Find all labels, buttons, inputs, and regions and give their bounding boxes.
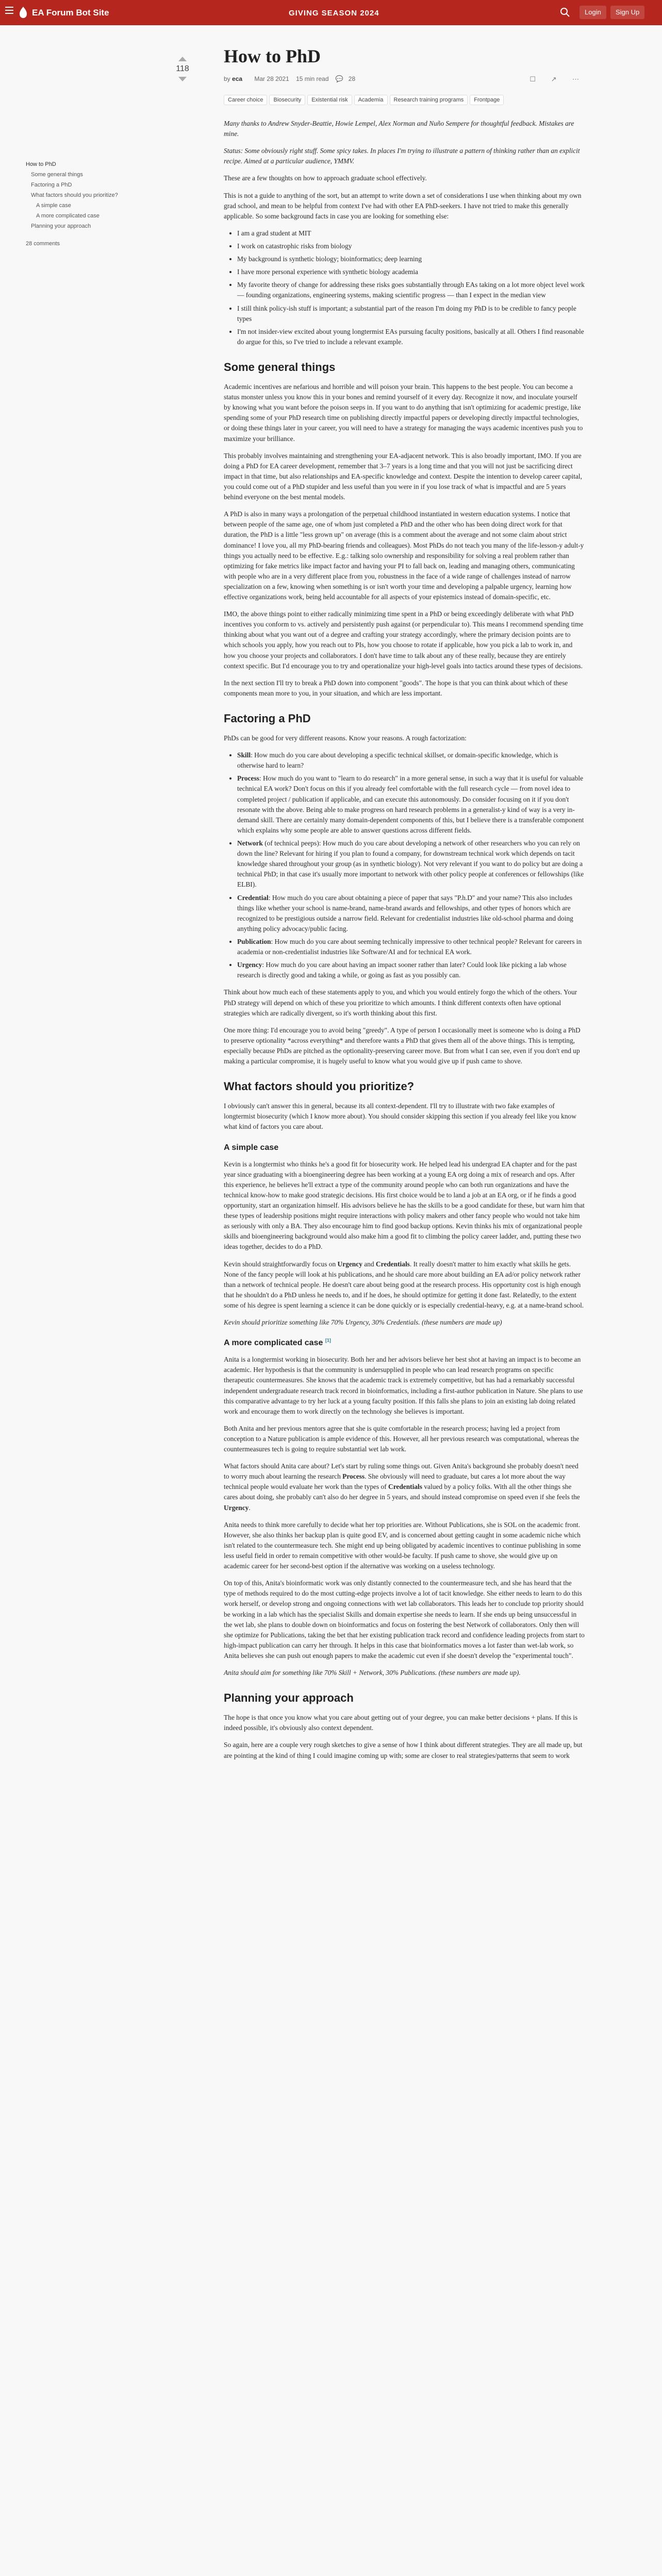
paragraph: Kevin is a longtermist who thinks he's a good fit for biosecurity work. He helped lead his undergrad EA chapter and for the past year since graduating with a bioengineering degree has been working at a young EA org doing a mix of research and ops. After this experience, he believes he'll extract a type of the community around people who can both run organizations and have the technical know-how to make good strategic decisions. His first choice would be to land a job at an EA org, or if he finds a good opportunity, start an organization himself. His advisors believe he has the skills to be a good candidate for these, but warn him that these types of leadership positions might require interactions with policy makers and other fancy people who would not take him as seriously with only a BA. They also encourage him to find good backup options. Kevin thinks his mix of organizational people skills and bioengineering background would also make him a good fit to climbing the policy career ladder, and, putting these two ideas together, decides to do a PhD. xyxy=(224,1160,585,1251)
section-heading: Planning your approach xyxy=(224,1691,354,1705)
list-item: • I'm not insider-view excited about young longtermist EAs pursuing faculty positions, basically at all. Others I find reasonable do argue for this, so I've tried to include a relevant example. xyxy=(237,327,585,347)
top-bar xyxy=(0,0,662,25)
paragraph: Think about how much each of these statements apply to you, and which you would entirely forgo the which of the others. Your PhD strategy will depend on which of these you prioritize to which amounts. I think different contexts often have optional strategies which are radically divergent, so it's worth thinking about this first. xyxy=(224,988,577,1017)
paragraph: These are a few thoughts on how to approach graduate school effectively. xyxy=(224,174,427,182)
event-banner[interactable]: GIVING SEASON 2024 xyxy=(289,9,379,18)
factor-name: Process xyxy=(237,774,259,783)
toc-item[interactable]: Factoring a PhD xyxy=(31,182,72,188)
toc-item[interactable]: Planning your approach xyxy=(31,223,91,229)
list-item: • I work on catastrophic risks from biology xyxy=(237,241,585,251)
search-icon[interactable] xyxy=(560,7,570,18)
toc-item[interactable]: A simple case xyxy=(36,202,71,209)
bookmark-icon[interactable]: ☐ xyxy=(529,75,536,83)
list-item xyxy=(237,960,585,980)
paragraph: Academic incentives are nefarious and horrible and will poison your brain. This happens to the best people. You can become a status monster unless you know this in your bones and remind yourself of it every day. Recognize it now, and inoculate yourself by knowing what you want before the poison seeps in. If you want to do anything that isn't optimizing for academic prestige, like spending some of your PhD research time on publishing directly impactful papers or developing directly impactful technologies, or doing these things later in your career, you will need to have a strategy for managing the ways academic incentives push you to maximize your brilliance. xyxy=(224,382,583,443)
downvote-icon[interactable] xyxy=(178,77,187,81)
list-item xyxy=(237,773,585,836)
toc-item[interactable]: Some general things xyxy=(31,172,83,178)
toc-item[interactable]: A more complicated case xyxy=(36,213,100,219)
toc-item[interactable]: How to PhD xyxy=(26,161,56,167)
factor-name: Publication xyxy=(237,938,271,945)
paragraph: In the next section I'll try to break a PhD down into component "goods". The hope is that you can think about which of these components mean more to you, in your situation, and which are less important. xyxy=(224,679,568,697)
tag[interactable]: Existential risk xyxy=(307,95,352,105)
tag[interactable]: Research training programs xyxy=(390,95,468,105)
section-heading: Some general things xyxy=(224,360,336,374)
subsection-heading: A more complicated case [1] xyxy=(224,1337,331,1348)
list-item: • I am a grad student at MIT xyxy=(237,228,585,239)
list-item xyxy=(237,750,585,771)
background-list xyxy=(224,228,585,347)
paragraph: Anita is a longtermist working in biosecurity. Both her and her advisors believe her best shot at having an impact is to become an academic. Her hypothesis is that the community is undersupplied in people who can lead research programs on specific therapeutic countermeasures. She knows that the academic track is extremely competitive, but has had a remarkably successful independent undergraduate research track record in bioinformatics, including a first-author publication in Nature. She plans to use this comparative advantage to try her luck at a young faculty position. If this falls she plans to join an existing lab doing related work and encourage them to work directly on the technology she believes is important. xyxy=(224,1355,583,1415)
post xyxy=(224,45,585,1768)
factor-text: : How much do you care about developing a specific technical skillset, or domain-specific knowledge, which is otherwise hard to learn? xyxy=(237,751,558,770)
paragraph: This probably involves maintaining and strengthening your EA-adjacent network. This is also broadly important, IMO. If you are doing a PhD for EA career development, remember that 3–7 years is a long time and that you will not just be sacrificing direct impact in that time, but also relationships and EA-specific knowledge and context. Despite the intention to develop career capital, you could come out of a PhD stupider and less useful than you were in if you lose track of what is impactful and are 5 years behind everyone on the best mental models. xyxy=(224,451,582,501)
paragraph: Status: Some obviously right stuff. Some spicy takes. In places I'm trying to illustrate a pattern of thinking rather than an explicit recipe. Aimed at a particular audience, YMMV. xyxy=(224,147,580,165)
tag[interactable]: Academia xyxy=(354,95,388,105)
factor-name: Network xyxy=(237,839,263,848)
factor-text: : How much do you want to "learn to do research" in a more general sense, in such a way that it is useful for valuable technical EA work? Don't focus on this if you already feel comfortable with the full research cycle — from novel idea to completed project / publication if applicable, and can execute this autonomously. Do consider focusing on it if you don't resonate with the above. Being able to make progress on hard research problems in a generalist-y kind of way is a very in-demand skill. There are certainly many domain-dependent components of this, but I believe there is a transferable component which explains why some people are able to answer questions across different fields. xyxy=(237,774,584,834)
paragraph: IMO, the above things point to either radically minimizing time spent in a PhD or being exceedingly deliberate with what PhD incentives you conform to vs. actively and persistently push against (or perpendicular to). This means I recommend spending time thinking about what you want out of a degree and crafting your strategy accordingly, where the primary decision points are to which schools you apply, how you reach out to PIs, how you choose to rotate if applicable, how you pick a lab to work in, and how you choose your projects and collaborators. I don't have time to talk about any of these really, because they are entirely context specific. But I'd encourage you to try and operationalize your high-level goals into tactics around these types of decisions. xyxy=(224,610,584,670)
paragraph: On top of this, Anita's bioinformatic work was only distantly connected to the countermeasure tech, and she has heard that the type of methods required to do the most cutting-edge projects involve a lot of tacit knowledge. She either needs to learn to do this work herself, or develop strong and ongoing connections with wet lab collaborators. This leads her to conclude top priority should be working in a lab which has the specialist Skills and domain expertise she needs to learn. If she ends up being unsuccessful in the wet lab, she plans to double down on bioinformatics and focus on fostering the best Network of collaborators. Only then will she optimize for Publications, taking the bet that her existing publication track record and confidence leading projects from start to high-impact publication can carry her through. It helps in this case that bioinformatics moves a lot faster than wet-lab work, so Anita believes she can push out enough papers to make the academic cut even if she doesn't develop the "experimental touch". xyxy=(224,1579,585,1660)
factor-text: : How much do you care about having an impact sooner rather than later? Could look like picking a lab whose research is directly good and taking a while, or going as fast as you possibly can. xyxy=(237,961,567,979)
paragraph: This is not a guide to anything of the sort, but an attempt to write down a set of considerations I use when thinking about my own grad school, and mean to be helpful from context I've had with other EA PhD-seekers. I have not tried to make this generally applicable. So some background facts in case you are looking for something else: xyxy=(224,191,582,220)
signup-button[interactable]: Sign Up xyxy=(610,6,644,19)
list-item: • My background is synthetic biology; bioinformatics; deep learning xyxy=(237,254,585,264)
factor-text: : How much do you care about obtaining a piece of paper that says "P.h.D" and your name? This also includes things like whether your school is name-brand, name-brand awards and fellowships, and other types of honors which are recognized to be prestigious outside a narrow field. Relevant for credentialist industries like old-school pharma and doing anything policy advocacy/public facing. xyxy=(237,893,573,933)
toc-item[interactable]: What factors should you prioritize? xyxy=(31,192,118,198)
section-heading: What factors should you prioritize? xyxy=(224,1080,415,1093)
paragraph: One more thing: I'd encourage you to avoid being "greedy". A type of person I occasionally meet is someone who is doing a PhD to preserve optionality *across everything* and therefore wants a PhD that gives them all of the above things. This is tempting, especially because PhDs are pitched as the optionality-preserving career move. But from what I can see, even if you don't end up making a particular compromise, it is hugely useful to know what you would give up if push came to shove. xyxy=(224,1026,581,1065)
paragraph: A PhD is also in many ways a prolongation of the perpetual childhood instantiated in western education systems. I notice that between people of the same age, one of whom just completed a PhD and the other who has been doing direct work for that duration, the PhD is a little "less grown up" on average (this is a comment about the average and not some claim about strict dominance! I love you, all my PhD-bearing friends and colleagues). Most PhDs do not teach you many of the life-lesson-y adult-y things you actually need to be effective. E.g.: talking solo ownership and responsibility for solving a real problem rather than optimizing for fake metrics like impact factor and having your PI to fall back on, leading and managing others, communicating with people who are in a very different place from you, robustness in the face of a wide range of challenges instead of narrow specialization on a few, knowing when something is or isn't worth your time and developing a palpable urgency, learning how effective organizations work, being held accountable for all aspects of your epistemics instead of domain-specific, etc. xyxy=(224,510,584,601)
post-body xyxy=(224,118,585,1761)
logo-icon[interactable] xyxy=(19,6,28,19)
factor-text: (of technical peeps): How much do you care about developing a network of other researchers who you can rely on down the line? Relevant for hiring if you plan to found a company, for downstream technical work which depends on tacit knowledge shared throughout your group (as in synthetic biology). Not very relevant if you want to do policy but are doing a technical PhD; in that case it's usually more important to network with other policy people at conferences or fellowships (like ELBI). xyxy=(237,839,584,889)
paragraph: Kevin should prioritize something like 70% Urgency, 30% Credentials. (these numbers are made up) xyxy=(224,1318,502,1327)
comment-icon[interactable]: 💬 xyxy=(335,75,343,82)
list-item: • My favorite theory of change for addressing these risks goes substantially through EAs taking on a lot more object level work — founding organizations, engineering systems, making scientific progress — than I expect in the median view xyxy=(237,280,585,300)
list-item: • I still think policy-ish stuff is important; a substantial part of the reason I'm doing my PhD is to be credible to fancy people types xyxy=(237,303,585,324)
factor-name: Urgency xyxy=(237,961,262,969)
footnote-link[interactable]: [1] xyxy=(325,1337,331,1343)
list-item xyxy=(237,893,585,934)
vote-widget xyxy=(172,57,193,81)
factor-name: Skill xyxy=(237,751,251,759)
paragraph: Anita needs to think more carefully to decide what her top priorities are. Without Publications, she is SOL on the academic front. However, she also thinks her backup plan is quite good EV, and is concerned about getting caught in some academic niche which isn't related to the countermeasure tech. She might end up being obligated by academic incentives to continue publishing in some less useful field in order to remain competitive with other would-be faculty. If push came to shove, she would give up on academic career for her second-best option if the alternative was working on a useless technology. xyxy=(224,1520,581,1570)
more-options-icon[interactable]: ⋯ xyxy=(572,75,579,83)
menu-icon[interactable] xyxy=(5,7,13,8)
subsection-heading: A simple case xyxy=(224,1143,279,1152)
section-heading: Factoring a PhD xyxy=(224,712,311,725)
tag[interactable]: Biosecurity xyxy=(269,95,305,105)
site-name[interactable]: EA Forum Bot Site xyxy=(32,8,109,18)
paragraph: Many thanks to Andrew Snyder-Beattie, Howie Lempel, Alex Norman and Nuño Sempere for thoughtful feedback. Mistakes are mine. xyxy=(224,120,574,138)
list-item: • I have more personal experience with synthetic biology academia xyxy=(237,267,585,277)
paragraph: I obviously can't answer this in general, because its all context-dependent. I'll try to illustrate with two fake examples of longtermist biosecurity (which I know more about). You should consider skipping this section if you already feel like you know what kind of factors you care about. xyxy=(224,1102,576,1131)
tag[interactable]: Frontpage xyxy=(470,95,504,105)
comment-count[interactable]: 28 xyxy=(348,75,356,82)
vote-score: 118 xyxy=(176,64,189,73)
paragraph: Both Anita and her previous mentors agree that she is quite comfortable in the research process; having led a project from conception to a Nature publication is ample evidence of this. However, all her previous research was computational, whereas the countermeasures tech is going to require substantial wet lab work. xyxy=(224,1424,580,1453)
tag-list xyxy=(224,95,585,108)
post-title: How to PhD xyxy=(224,46,321,66)
paragraph: PhDs can be good for very different reasons. Know your reasons. A rough factorization: xyxy=(224,734,467,742)
post-date[interactable]: Mar 28 2021 xyxy=(254,75,289,82)
post-meta: by eca Mar 28 2021 15 min read 💬 28 ☐ ↗ ⋯ xyxy=(224,75,579,83)
author-link[interactable]: eca xyxy=(232,75,243,82)
paragraph: The hope is that once you know what you care about getting out of your degree, you can make better decisions + plans. If this is indeed possible, it's obviously also context dependent. xyxy=(224,1714,578,1732)
factor-list xyxy=(224,750,585,980)
factor-name: Credential xyxy=(237,893,269,902)
list-item xyxy=(237,937,585,957)
paragraph: Anita should aim for something like 70% Skill + Network, 30% Publications. (these numbers are made up). xyxy=(224,1669,521,1677)
table-of-contents xyxy=(26,161,144,250)
factor-text: : How much do you care about seeming technically impressive to other technical people? Relevant for careers in academia or non-credentialist industries like Software/AI and for technical EA work. xyxy=(237,938,582,956)
upvote-icon[interactable] xyxy=(178,57,187,61)
paragraph: Kevin should straightforwardly focus on Urgency and Credentials. It really doesn't matter to him exactly what skills he gets. None of the fancy people will look at his publications, and he should care more about building an EA ad/or policy network rather than a network of technical people. He doesn't care about being good at the research process. His opportunity cost is high enough that he shouldn't do a PhD unless he needs to, and if he does, he should optimize for getting it done fast. Relatedly, to the extent some of his degree is spent learning a science it can be done quickly or is especially credential-heavy, e.g. at a name-brand school. xyxy=(224,1260,584,1309)
tag[interactable]: Career choice xyxy=(224,95,267,105)
read-time: 15 min read xyxy=(296,75,329,82)
toc-comments-link[interactable]: 28 comments xyxy=(26,241,60,247)
list-item xyxy=(237,838,585,890)
paragraph: What factors should Anita care about? Let's start by ruling some things out. Given Anita's background she probably doesn't need to worry much about learning the research Process. She obviously will need to graduate, but cares a lot more about the way technical people would evaluate her work than the types of Credentials valued by a policy folks. With all the other things she cares about doing, she probably can't also do her degree in 5 years, and should instead compromise on speed even if she feels the Urgency. xyxy=(224,1462,580,1512)
login-button[interactable]: Login xyxy=(580,6,606,19)
share-icon[interactable]: ↗ xyxy=(551,75,557,83)
paragraph: So again, here are a couple very rough sketches to give a sense of how I think about different strategies. They are all made up, but are pointing at the kind of thing I could imagine coming up with; some are closer to real strategies/patterns that seem to work xyxy=(224,1741,583,1759)
